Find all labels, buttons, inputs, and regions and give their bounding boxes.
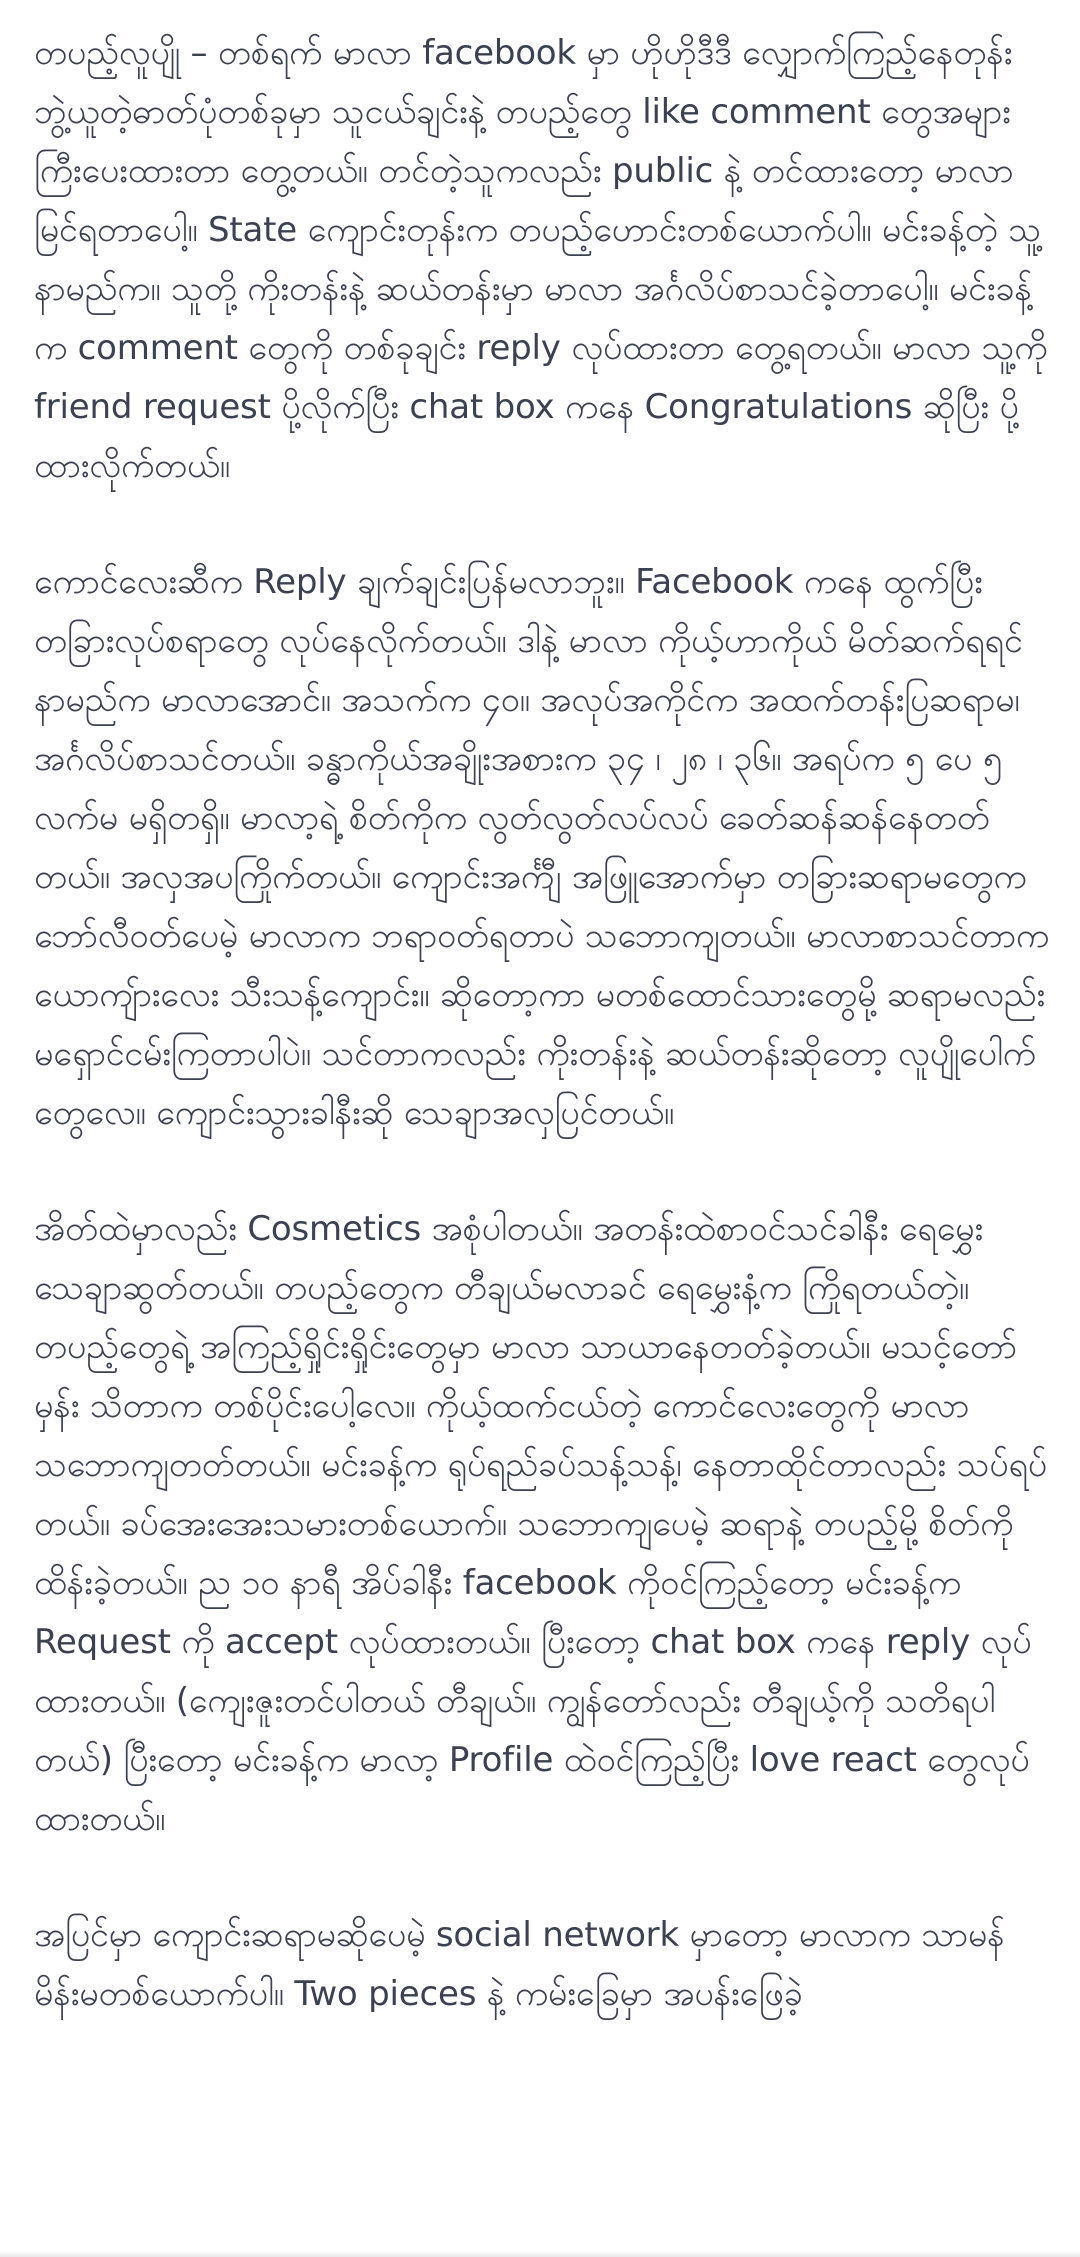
paragraph: အပြင်မှာ ကျောင်းဆရာမဆိုပေမဲ့ social network မှာတော့ မာလာက သာမန်မိန်းမတစ်ယောက်ပါ။ Two pieces နဲ့ ကမ်းခြေမှာ အပန်းဖြေခဲ့ xyxy=(34,1915,1005,2014)
article-body xyxy=(34,24,1050,2257)
paragraph: အိတ်ထဲမှာလည်း Cosmetics အစုံပါတယ်။ အတန်းထဲစာဝင်သင်ခါနီး ရေမွှေးသေချာဆွတ်တယ်။ တပည့်တွေက တီချယ်မလာခင် ရေမွှေးနံ့က ကြိုရတယ်တဲ့။ တပည့်တွေရဲ့ အကြည့်ရှိုင်းရှိုင်းတွေမှာ မာလာ သာယာနေတတ်ခဲ့တယ်။ မသင့်တော်မှန်း သိတာက တစ်ပိုင်းပေါ့လေ။ ကိုယ့်ထက်ငယ်တဲ့ ကောင်လေးတွေကို မာလာ သဘောကျတတ်တယ်။ မင်းခန့်က ရုပ်ရည်ခပ်သန့်သန့်၊ နေတာထိုင်တာလည်း သပ်ရပ်တယ်။ ခပ်အေးအေးသမားတစ်ယောက်။ သဘောကျပေမဲ့ ဆရာနဲ့ တပည့်မို့ စိတ်ကိုထိန်းခဲ့တယ်။ ည ၁၀ နာရီ အိပ်ခါနီး facebook ကိုဝင်ကြည့်တော့ မင်းခန့်က Request ကို accept လုပ်ထားတယ်။ ပြီးတော့ chat box ကနေ reply လုပ်ထားတယ်။ (ကျေးဇူးတင်ပါတယ် တီချယ်။ ကျွန်တော်လည်း တီချယ့်ကို သတိရပါတယ်) ပြီးတော့ မင်းခန့်က မာလာ့ Profile ထဲဝင်ကြည့်ပြီး love react တွေလုပ်ထားတယ်။ xyxy=(34,1209,1047,1839)
paragraph: ကောင်လေးဆီက Reply ချက်ချင်းပြန်မလာဘူး။ Facebook ကနေ ထွက်ပြီး တခြားလုပ်စရာတွေ လုပ်နေလိုက်တယ်။ ဒါနဲ့ မာလာ ကိုယ့်ဟာကိုယ် မိတ်ဆက်ရရင် နာမည်က မာလာအောင်။ အသက်က ၄၀။ အလုပ်အကိုင်က အထက်တန်းပြဆရာမ၊ အင်္ဂလိပ်စာသင်တယ်။ ခန္ဓာကိုယ်အချိုးအစားက ၃၄ ၊ ၂၈ ၊ ၃၆။ အရပ်က ၅ ပေ ၅ လက်မ မရှိတရှိ။ မာလာ့ရဲ့ စိတ်ကိုက လွတ်လွတ်လပ်လပ် ခေတ်ဆန်ဆန်နေတတ်တယ်။ အလှအပကြိုက်တယ်။ ကျောင်းအင်္ကျီ အဖြူအောက်မှာ တခြားဆရာမတွေက ဘော်လီဝတ်ပေမဲ့ မာလာက ဘရာဝတ်ရတာပဲ သဘောကျတယ်။ မာလာစာသင်တာက ယောကျ်ားလေး သီးသန့်ကျောင်း။ ဆိုတော့ကာ မတစ်ထောင်သားတွေမို့ ဆရာမလည်း မရှောင်ငမ်းကြတာပါပဲ။ သင်တာကလည်း ကိုးတန်းနဲ့ ဆယ်တန်းဆိုတော့ လူပျိုပေါက်တွေလေ။ ကျောင်းသွားခါနီးဆို သေချာအလှပြင်တယ်။ xyxy=(34,562,1049,1133)
bottom-edge-shadow xyxy=(0,2251,1080,2257)
paragraph: တပည့်လူပျို – တစ်ရက် မာလာ facebook မှာ ဟိုဟိုဒီဒီ လျှောက်ကြည့်နေတုန်း ဘွဲ့ယူတဲ့ဓာတ်ပုံတစ်ခုမှာ သူငယ်ချင်းနဲ့ တပည့်တွေ like comment တွေအများကြီးပေးထားတာ တွေ့တယ်။ တင်တဲ့သူကလည်း public နဲ့ တင်ထားတော့ မာလာ မြင်ရတာပေါ့။ State ကျောင်းတုန်းက တပည့်ဟောင်းတစ်ယောက်ပါ။ မင်းခန့်တဲ့ သူ့နာမည်က။ သူတို့ ကိုးတန်းနဲ့ ဆယ်တန်းမှာ မာလာ အင်္ဂလိပ်စာသင်ခဲ့တာပေါ့။ မင်းခန့်က comment တွေကို တစ်ခုချင်း reply လုပ်ထားတာ တွေ့ရတယ်။ မာလာ သူ့ကို friend request ပို့လိုက်ပြီး chat box ကနေ Congratulations ဆိုပြီး ပို့ထားလိုက်တယ်။ xyxy=(34,33,1048,486)
